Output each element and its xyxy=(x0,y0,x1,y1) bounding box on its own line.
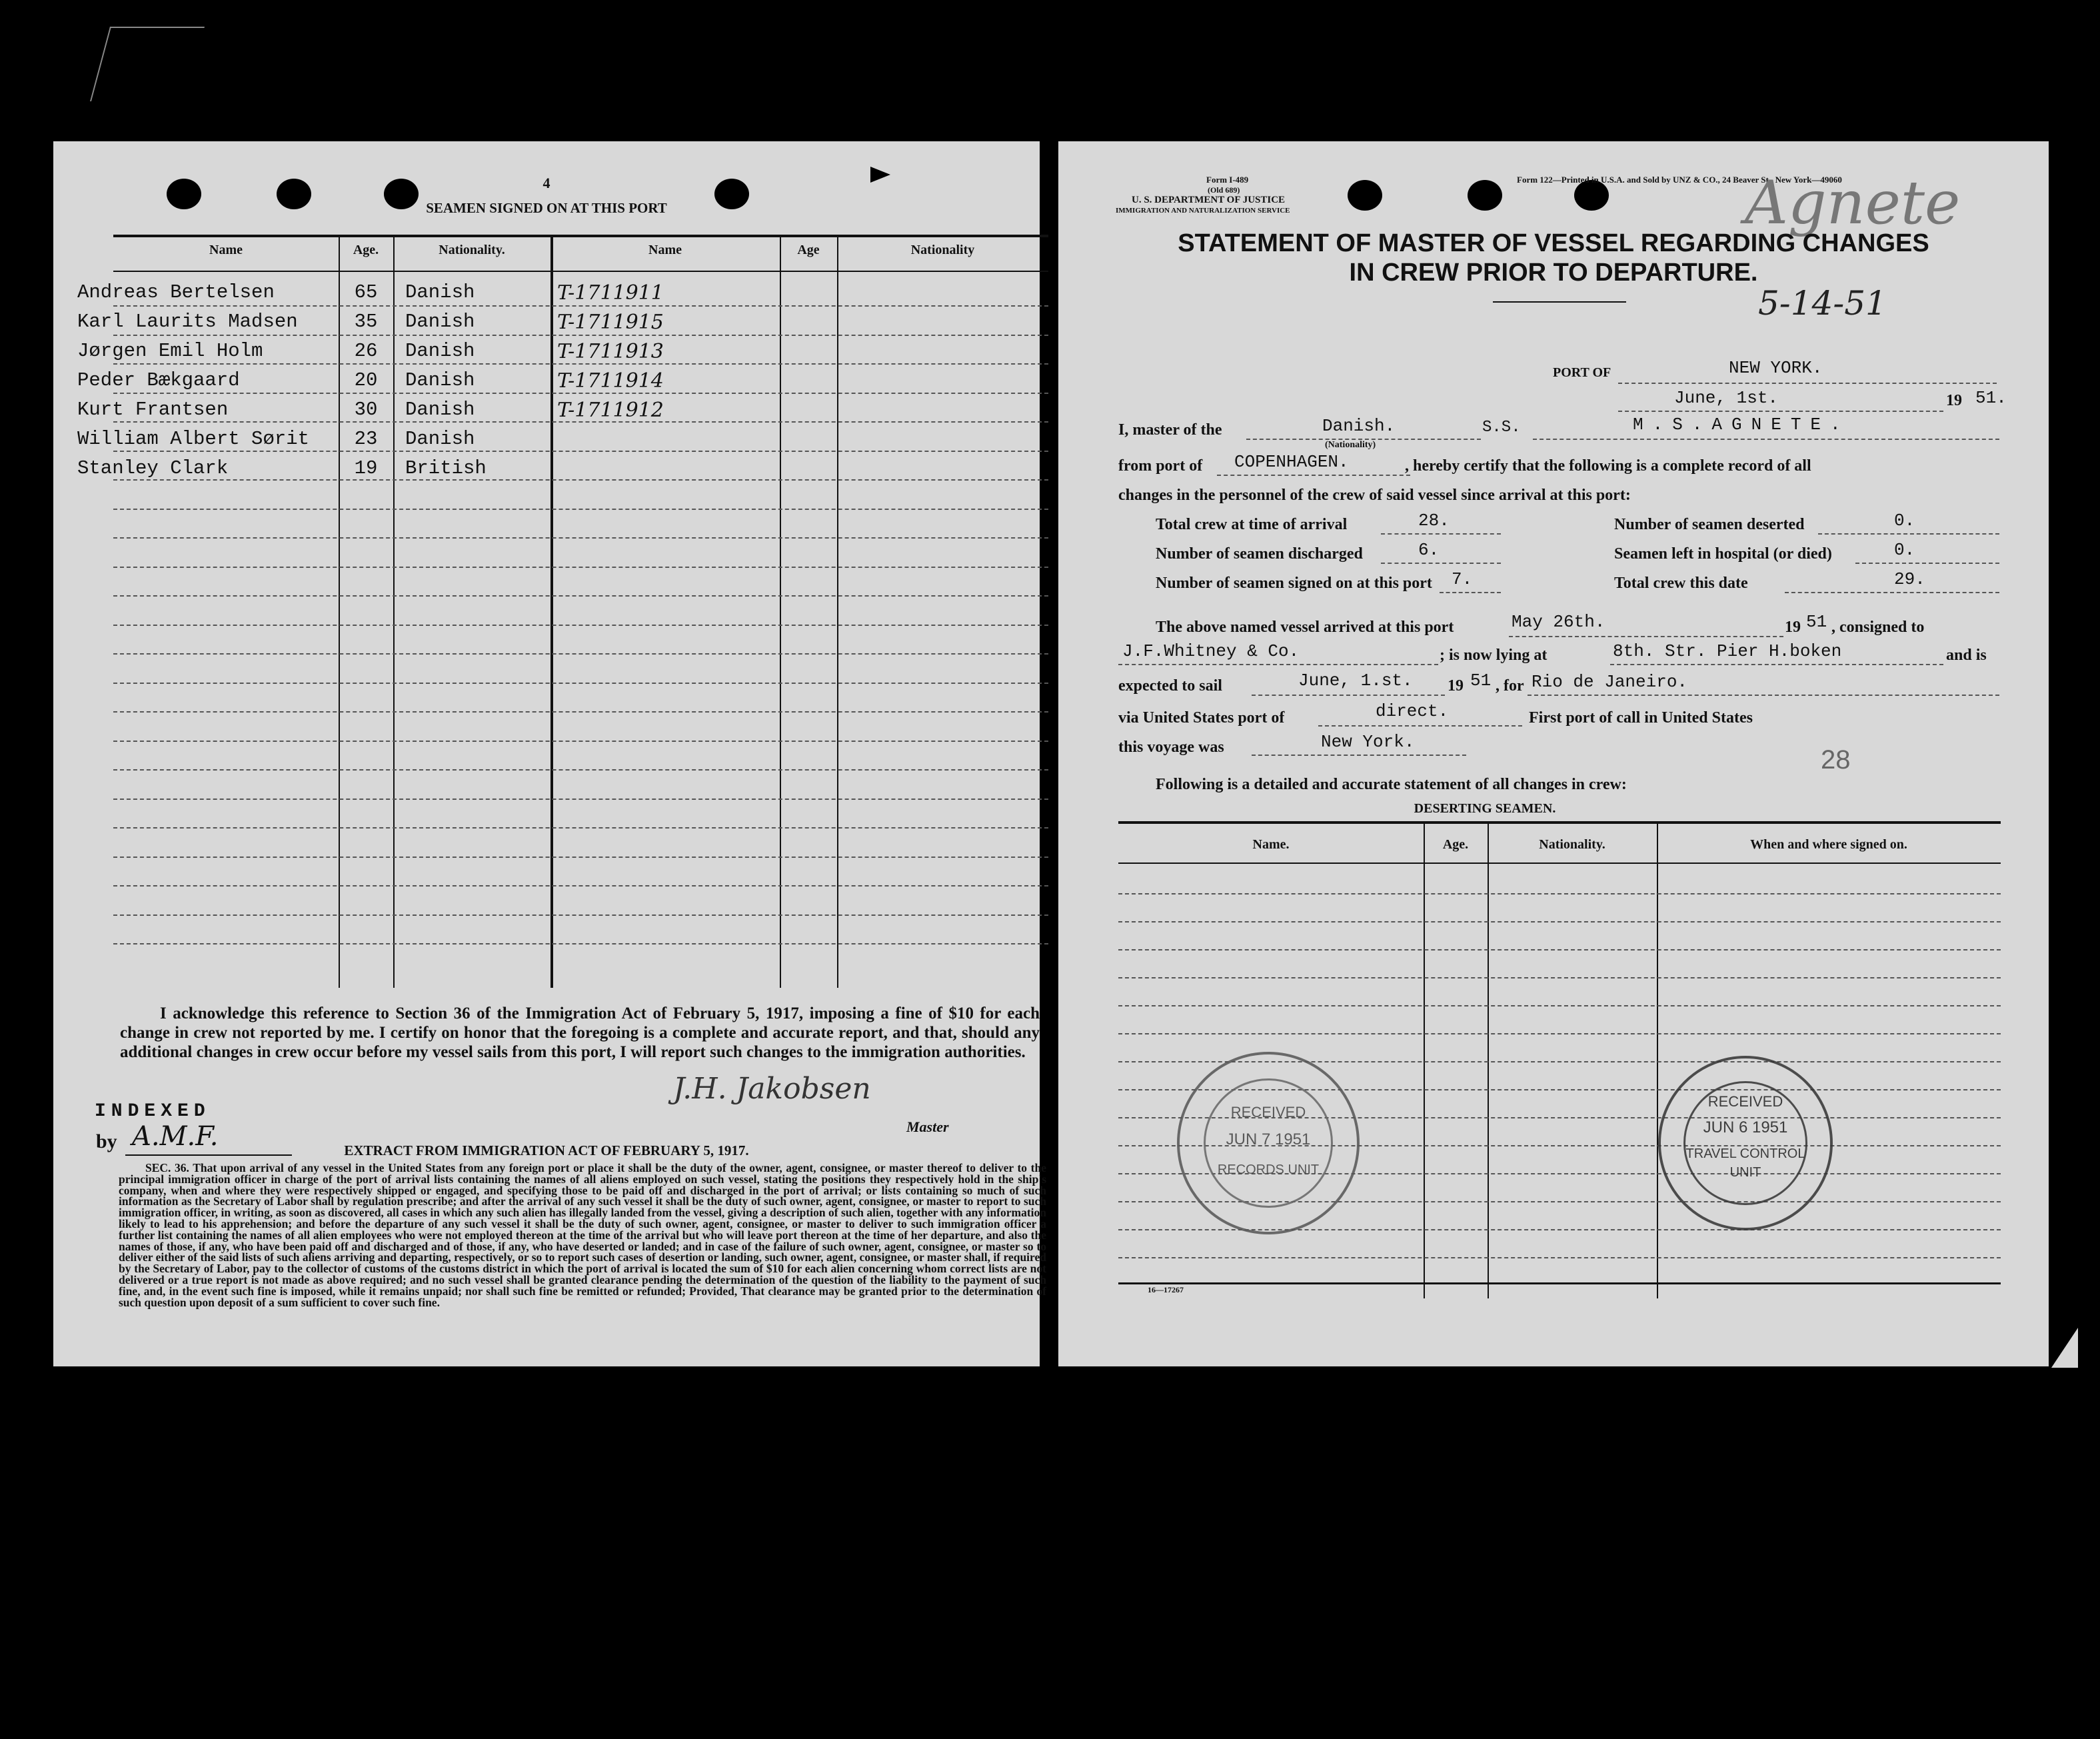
punch-hole xyxy=(1348,180,1382,211)
certify-text: , hereby certify that the following is a complete record of all xyxy=(1405,457,1811,475)
column-header-nationality: Nationality. xyxy=(439,243,505,257)
discharged-value: 6. xyxy=(1418,540,1440,560)
seaman-name: Peder Bækgaard xyxy=(77,369,240,391)
vessel-nationality: Danish. xyxy=(1322,416,1396,436)
signed-on-value: 7. xyxy=(1452,569,1473,589)
table-rule xyxy=(1118,1257,2001,1258)
form-number: Form I-489 xyxy=(1206,175,1249,185)
seaman-reference: T-1711915 xyxy=(557,311,664,334)
seaman-age: 23 xyxy=(354,428,378,450)
lying-at-value: 8th. Str. Pier H.boken xyxy=(1613,641,1842,661)
first-call-label: First port of call in United States xyxy=(1529,709,1753,727)
deserted-value: 0. xyxy=(1894,511,1915,531)
table-rule xyxy=(1118,1005,2001,1006)
table-rule xyxy=(113,769,1048,771)
handwritten-date: 5-14-51 xyxy=(1758,284,1887,323)
table-rule xyxy=(1118,1033,2001,1034)
seaman-reference: T-1711914 xyxy=(557,369,664,393)
deserting-column-signed-on: When and where signed on. xyxy=(1750,837,1907,852)
arrived-year: 51 xyxy=(1806,612,1827,632)
table-rule xyxy=(113,799,1048,800)
seaman-reference: T-1711912 xyxy=(557,399,664,422)
lying-label: ; is now lying at xyxy=(1440,647,1548,664)
table-rule xyxy=(113,421,1048,423)
seaman-age: 19 xyxy=(354,457,378,479)
year-prefix: 19 xyxy=(1946,392,1962,409)
table-rule xyxy=(113,625,1048,626)
table-rule xyxy=(113,653,1048,655)
master-signature: J.H. Jakobsen xyxy=(673,1072,871,1106)
total-date-value: 29. xyxy=(1894,569,1925,589)
from-port-label: from port of xyxy=(1118,457,1203,475)
seaman-age: 26 xyxy=(354,340,378,362)
arrived-label: The above named vessel arrived at this port xyxy=(1156,619,1454,636)
seaman-nationality: Danish xyxy=(405,340,475,362)
table-rule xyxy=(113,335,1048,336)
scan-corner-mark xyxy=(90,27,205,101)
and-is-label: and is xyxy=(1946,647,1987,664)
stamp-unit: TRAVEL CONTROL xyxy=(1685,1146,1805,1161)
seaman-age: 65 xyxy=(354,281,378,303)
column-header-age: Age. xyxy=(353,243,379,257)
table-rule xyxy=(113,711,1048,713)
following-text: Following is a detailed and accurate statement of all changes in crew: xyxy=(1156,776,1627,793)
discharged-label: Number of seamen discharged xyxy=(1156,545,1363,563)
statement-date: June, 1st. xyxy=(1674,388,1779,408)
page-corner xyxy=(2051,1328,2078,1368)
seaman-name: Karl Laurits Madsen xyxy=(77,311,298,333)
deserting-column-nationality: Nationality. xyxy=(1539,837,1605,852)
table-rule xyxy=(113,305,1048,307)
form-footer-number: 16—17267 xyxy=(1148,1285,1184,1294)
sail-date-value: June, 1.st. xyxy=(1298,671,1413,691)
deserting-column-age: Age. xyxy=(1442,837,1469,852)
indexed-by-label: by xyxy=(96,1130,117,1152)
table-rule xyxy=(113,914,1048,916)
table-rule xyxy=(1118,921,2001,922)
table-rule xyxy=(1118,949,2001,950)
stamp-unit: RECORDS UNIT xyxy=(1217,1162,1320,1177)
nationality-caption: (Nationality) xyxy=(1325,440,1376,450)
total-arrival-label: Total crew at time of arrival xyxy=(1156,516,1348,533)
statement-year: 51. xyxy=(1975,388,2007,408)
consigned-label: , consigned to xyxy=(1831,619,1925,636)
signed-on-label: Number of seamen signed on at this port xyxy=(1156,575,1432,592)
seaman-age: 20 xyxy=(354,369,378,391)
extract-text: SEC. 36. That upon arrival of any vessel in the United States from any foreign port or place it shall be the duty of the owner, agent, consignee, or master thereof to deliver to the principal immigration officer in charge of the port of arrival lists containing the names of all aliens employed on such vessel, stating the positions they respectively hold in the ship's company, when and where they were respectively shipped or engaged, and specifying those to be paid off and discharged in the port of arrival; or lists containing so much of such information as the Secretary of Labor shall by regulation prescribe; and after the arrival of any such vessel it shall be the duty of such owner, agent, consignee, or master to report to such immigration officer, in writing, as soon as discovered, all cases in which any such alien has illegally landed from the vessel, giving a description of such alien, together with any information likely to lead to his apprehension; and before the departure of any such vessel it shall be the duty of such owner, agent, consignee, or master to deliver to such immigration officer a further list containing the names of all alien employees who were not employed thereon at the time of the arrival but who will leave port thereon at the time of her departure, and also the names of those, if any, who have been paid off and discharged and of those, if any, who have deserted or landed; and in case of the failure of such owner, agent, consignee, or master so to deliver either of the said lists of such aliens arriving and departing, respectively, or so to report such cases of desertion or landing, such owner, agent, consignee, or master shall, if required by the Secretary of Labor, pay to the collector of customs of the customs district in which the port of arrival is located the sum of $10 for each alien concerning whom correct lists are not delivered or a true report is not made as above required; and no such vessel shall be granted clearance pending the determination of the question of the liability to the payment of such fine, and, in the event such fine is imposed, while it remains unpaid; nor shall such fine be remitted or refunded; Provided, That clearance may be granted prior to the determination of such question upon deposit of a sum sufficient to cover such fine. xyxy=(119,1161,1046,1309)
table-rule xyxy=(113,885,1048,886)
table-rule xyxy=(113,857,1048,858)
port-of-label: PORT OF xyxy=(1553,365,1611,380)
table-rule xyxy=(113,683,1048,684)
arrived-year-prefix: 19 xyxy=(1785,619,1801,636)
from-port-value: COPENHAGEN. xyxy=(1234,452,1349,472)
column-header-age-2: Age xyxy=(797,243,820,257)
column-header-name-2: Name xyxy=(648,243,682,257)
indexed-by-initials: A.M.F. xyxy=(132,1121,219,1152)
seaman-name: William Albert Sørit xyxy=(77,428,310,450)
vessel-name: M.S.AGNETE. xyxy=(1633,415,1850,435)
table-rule xyxy=(113,567,1048,568)
ss-label: S.S. xyxy=(1482,419,1521,437)
stamp-date: JUN 6 1951 xyxy=(1703,1118,1788,1136)
seaman-nationality: Danish xyxy=(405,281,475,303)
for-label: , for xyxy=(1496,677,1524,695)
master-label: Master xyxy=(906,1118,949,1135)
printer-credit: Form 122—Printed in U.S.A. and Sold by UNZ & CO., 24 Beaver St., New York—49060 xyxy=(1517,175,1842,185)
indexed-label: INDEXED xyxy=(95,1101,211,1122)
form-old-number: (Old 689) xyxy=(1208,185,1240,195)
seaman-reference: T-1711913 xyxy=(557,340,664,363)
seaman-name: Andreas Bertelsen xyxy=(77,281,275,303)
table-rule xyxy=(1118,893,2001,894)
hospital-label: Seamen left in hospital (or died) xyxy=(1614,545,1832,563)
seaman-nationality: Danish xyxy=(405,369,475,391)
deserted-label: Number of seamen deserted xyxy=(1614,516,1805,533)
signed-on-heading: SEAMEN SIGNED ON AT THIS PORT xyxy=(426,200,667,216)
seaman-name: Kurt Frantsen xyxy=(77,399,229,421)
expected-sail-label: expected to sail xyxy=(1118,677,1222,695)
seaman-nationality: British xyxy=(405,457,487,479)
left-page xyxy=(53,141,1046,1366)
first-call-value: New York. xyxy=(1321,732,1415,752)
master-of-label: I, master of the xyxy=(1118,421,1222,439)
page-number: 4 xyxy=(542,175,550,191)
department-name: U. S. DEPARTMENT OF JUSTICE xyxy=(1132,195,1286,205)
stamp-received-label: RECEIVED xyxy=(1230,1104,1306,1120)
seaman-age: 30 xyxy=(354,399,378,421)
sail-year-value: 51 xyxy=(1470,671,1492,691)
punch-hole xyxy=(1468,180,1502,211)
consignee-value: J.F.Whitney & Co. xyxy=(1122,641,1300,661)
sail-year-prefix: 19 xyxy=(1448,677,1464,695)
stamp-date: JUN 7 1951 xyxy=(1226,1130,1311,1148)
this-voyage-label: this voyage was xyxy=(1118,739,1224,756)
extract-heading: EXTRACT FROM IMMIGRATION ACT OF FEBRUARY 5, 1917. xyxy=(344,1142,749,1158)
received-stamp-records-unit xyxy=(1177,1052,1360,1234)
table-rule xyxy=(113,537,1048,539)
received-stamp-travel-control xyxy=(1658,1056,1833,1230)
seaman-name: Stanley Clark xyxy=(77,457,229,479)
margin-number: 28 xyxy=(1821,745,1851,775)
changes-text: changes in the personnel of the crew of said vessel since arrival at this port: xyxy=(1118,487,1631,504)
arrived-date: May 26th. xyxy=(1512,612,1605,632)
via-port-value: direct. xyxy=(1376,701,1449,721)
table-rule xyxy=(113,363,1048,365)
table-rule xyxy=(113,827,1048,829)
port-of-value: NEW YORK. xyxy=(1729,358,1823,378)
table-rule xyxy=(113,741,1048,742)
deserting-heading: DESERTING SEAMEN. xyxy=(1414,801,1556,816)
total-date-label: Total crew this date xyxy=(1614,575,1748,592)
column-header-name: Name xyxy=(209,243,243,257)
stamp-unit-suffix: UNIT xyxy=(1729,1165,1761,1180)
column-header-nationality-2: Nationality xyxy=(910,243,975,257)
destination-value: Rio de Janeiro. xyxy=(1532,672,1688,692)
seaman-age: 35 xyxy=(354,311,378,333)
table-rule xyxy=(113,451,1048,452)
table-rule xyxy=(113,595,1048,597)
via-port-label: via United States port of xyxy=(1118,709,1285,727)
seaman-reference: T-1711911 xyxy=(557,281,664,305)
seaman-nationality: Danish xyxy=(405,311,475,333)
service-name: IMMIGRATION AND NATURALIZATION SERVICE xyxy=(1116,207,1290,215)
form-title-line1: STATEMENT OF MASTER OF VESSEL REGARDING CHANGES xyxy=(1178,229,1929,257)
stamp-received-label: RECEIVED xyxy=(1707,1093,1783,1110)
acknowledgement-text: I acknowledge this reference to Section 36 of the Immigration Act of February 5, 1917, imposing a fine of $10 for each change in crew not reported by me. I certify on honor that the foregoing is a complete and accurate report, and that, should any additional changes in crew occur before my vessel sails from this port, I will report such changes to the immigration authorities. xyxy=(120,1004,1040,1061)
seaman-name: Jørgen Emil Holm xyxy=(77,340,263,362)
form-title-line2: IN CREW PRIOR TO DEPARTURE. xyxy=(1349,259,1758,287)
hospital-value: 0. xyxy=(1894,540,1915,560)
table-rule xyxy=(113,393,1048,394)
total-arrival-value: 28. xyxy=(1418,511,1450,531)
table-rule xyxy=(113,479,1048,481)
table-rule xyxy=(1118,977,2001,978)
deserting-column-name: Name. xyxy=(1252,837,1290,852)
seaman-nationality: Danish xyxy=(405,428,475,450)
seaman-nationality: Danish xyxy=(405,399,475,421)
handwritten-vessel-name: Agnete xyxy=(1745,168,1961,238)
table-rule xyxy=(113,943,1048,944)
table-rule xyxy=(113,509,1048,510)
